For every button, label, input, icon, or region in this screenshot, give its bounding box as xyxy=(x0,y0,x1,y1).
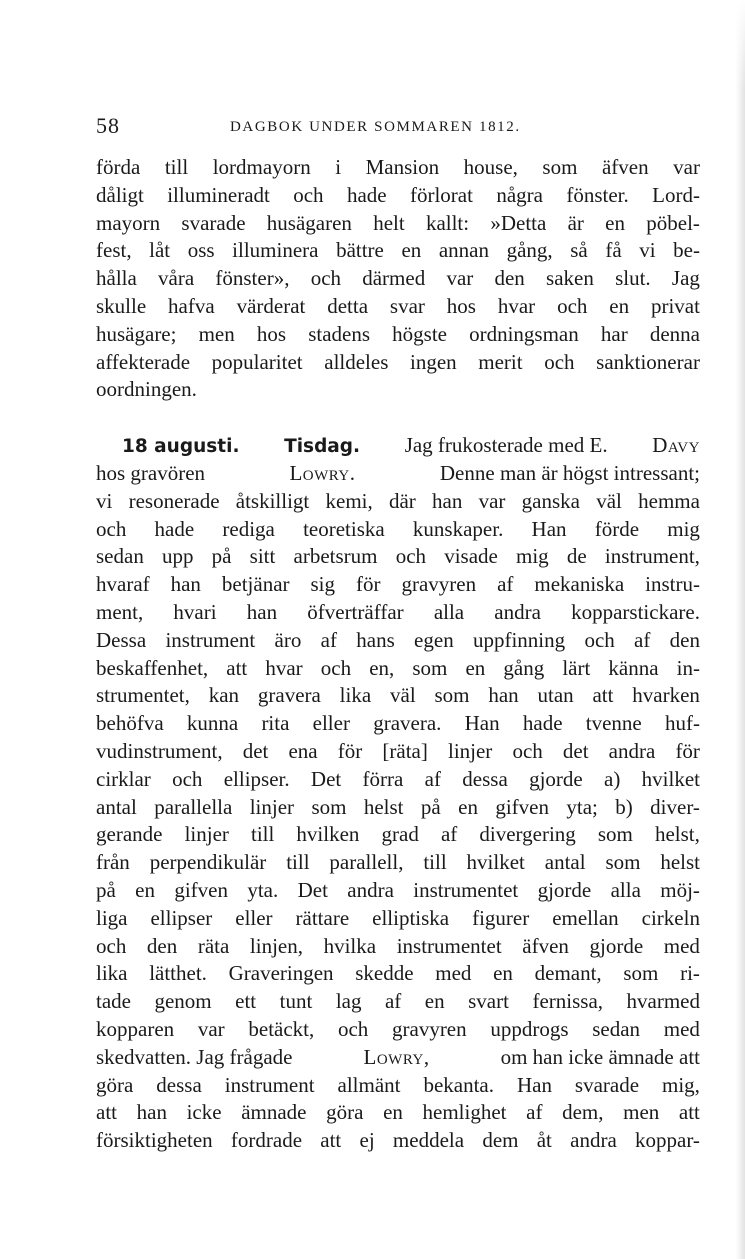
text-line: tade genom ett tunt lag af en svart fernissa, hvarmed xyxy=(96,989,700,1014)
running-head-title: DAGBOK UNDER SOMMAREN 1812. xyxy=(230,119,521,135)
text-line: fest, låt oss illuminera bättre en annan gång, så få vi be- xyxy=(96,238,700,263)
text-line: dåligt illumineradt och hade förlorat några fönster. Lord- xyxy=(96,182,700,207)
text-line xyxy=(96,1044,700,1072)
person-name-lowry: Lowry. xyxy=(289,460,356,485)
text-line: liga ellipser eller rättare elliptiska figurer emellan cirkeln xyxy=(96,905,700,930)
person-name-davy: Davy xyxy=(652,433,700,458)
body-text xyxy=(96,154,700,1155)
text-line: antal parallella linjer som helst på en gifven yta; b) diver- xyxy=(96,794,700,819)
text-line: vi resonerade åtskilligt kemi, där han var ganska väl hemma xyxy=(96,488,700,513)
text-line: husägare; men hos stadens högste ordningsman har denna xyxy=(96,321,700,346)
text-segment: Jag frukosterade med E. xyxy=(404,433,608,458)
text-segment: hos gravören xyxy=(96,460,206,485)
paragraph-gap xyxy=(96,404,700,432)
person-name-lowry-2: Lowry, xyxy=(363,1044,430,1069)
page-number: 58 xyxy=(96,113,120,138)
text-line: oordningen. xyxy=(96,377,197,402)
text-line: behöfva kunna rita eller gravera. Han hade tvenne huf- xyxy=(96,711,700,736)
paragraph-2 xyxy=(96,432,700,1155)
text-segment: om han icke ämnade att xyxy=(500,1044,700,1069)
text-line: sedan upp på sitt arbetsrum och visade mig de instrument, xyxy=(96,544,700,569)
text-line: kopparen var betäckt, och gravyren uppdrogs sedan med xyxy=(96,1016,700,1041)
text-line: skulle hafva värderat detta svar hos hvar och en privat xyxy=(96,293,700,318)
text-line: att han icke ämnade göra en hemlighet af dem, men att xyxy=(96,1100,700,1125)
running-head xyxy=(96,114,676,144)
text-line: från perpendikulär till parallell, till hvilket antal som helst xyxy=(96,850,700,875)
text-line: hvaraf han betjänar sig för gravyren af mekaniska instru- xyxy=(96,572,700,597)
text-line: ment, hvari han öfverträffar alla andra kopparstickare. xyxy=(96,599,700,624)
text-line: affekterade popularitet alldeles ingen merit och sanktionerar xyxy=(96,349,700,374)
text-line: Dessa instrument äro af hans egen uppfinning och af den xyxy=(96,627,700,652)
text-line: göra dessa instrument allmänt bekanta. Han svarade mig, xyxy=(96,1072,700,1097)
text-segment: Denne man är högst intressant; xyxy=(439,460,700,485)
text-line: beskaffenhet, att hvar och en, som en gång lärt känna in- xyxy=(96,655,700,680)
entry-weekday: Tisdag. xyxy=(284,436,361,458)
text-line: cirklar och ellipser. Det förra af dessa gjorde a) hvilket xyxy=(96,766,700,791)
text-line: på en gifven yta. Det andra instrumentet gjorde alla möj- xyxy=(96,877,700,902)
text-line: och hade rediga teoretiska kunskaper. Han förde mig xyxy=(96,516,700,541)
text-line: gerande linjer till hvilken grad af divergering som helst, xyxy=(96,822,700,847)
text-line xyxy=(96,460,700,488)
text-line: strumentet, kan gravera lika väl som han utan att hvarken xyxy=(96,683,700,708)
text-segment: skedvatten. Jag frågade xyxy=(96,1044,293,1069)
text-line: försiktigheten fordrade att ej meddela dem åt andra koppar- xyxy=(96,1128,700,1153)
text-line: mayorn svarade husägaren helt kallt: »Detta är en pöbel- xyxy=(96,210,700,235)
text-line: vudinstrument, det ena för [räta] linjer och det andra för xyxy=(96,738,700,763)
text-line xyxy=(96,432,700,460)
text-line: förda till lordmayorn i Mansion house, som äfven var xyxy=(96,155,700,179)
text-line: och den räta linjen, hvilka instrumentet äfven gjorde med xyxy=(96,933,700,958)
paragraph-1 xyxy=(96,154,700,404)
page-edge-shadow xyxy=(735,0,745,1259)
text-line: hålla våra fönster», och därmed var den saken slut. Jag xyxy=(96,266,700,291)
text-line: lika lätthet. Graveringen skedde med en demant, som ri- xyxy=(96,961,700,986)
page-edge-fade xyxy=(735,0,745,90)
entry-date: 18 augusti. xyxy=(122,436,240,458)
